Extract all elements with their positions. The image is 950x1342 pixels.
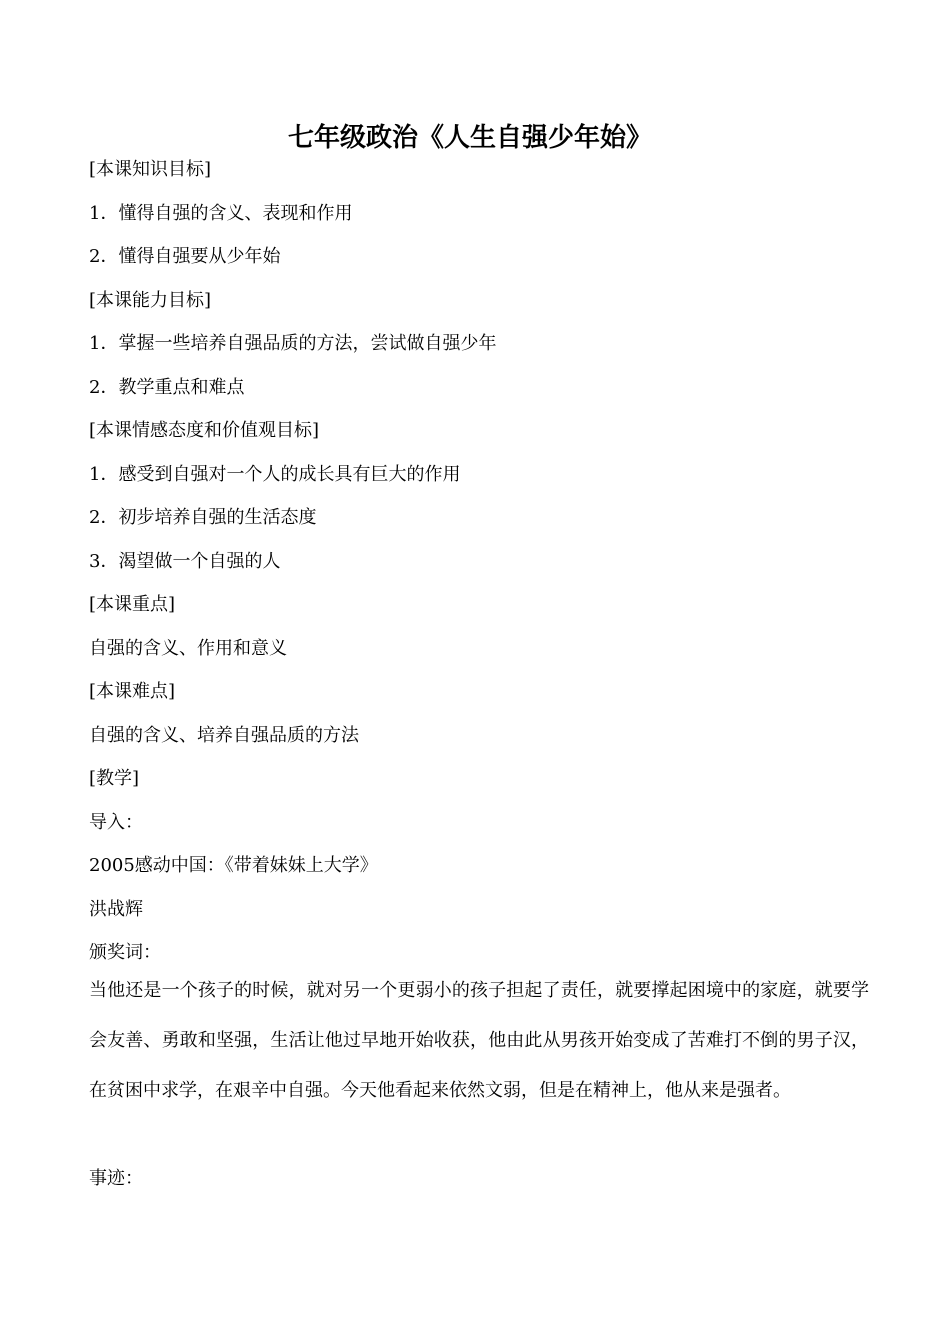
document-title: 七年级政治《人生自强少年始》 bbox=[287, 123, 652, 153]
list-item: 1．感受到自强对一个人的成长具有巨大的作用 bbox=[89, 463, 461, 485]
body-text: 2005感动中国：《带着妹妹上大学》 bbox=[89, 855, 378, 876]
document-body bbox=[89, 148, 869, 975]
section-heading-teaching: [教学] bbox=[89, 768, 140, 789]
list-item: 1．懂得自强的含义、表现和作用 bbox=[89, 202, 353, 224]
section-heading-difficulties: [本课难点] bbox=[89, 681, 176, 702]
body-text: 颁奖词： bbox=[89, 942, 161, 963]
award-paragraph: 当他还是一个孩子的时候，就对另一个更弱小的孩子担起了责任，就要撑起困境中的家庭，就要学会友善、勇敢和坚强，生活让他过早地开始收获，他由此从男孩开始变成了苦难打不倒的男子汉，在贫困中求学，在艰辛中自强。今天他看起来依然文弱，但是在精神上，他从来是强者。 bbox=[89, 980, 869, 1101]
body-text: 自强的含义、作用和意义 bbox=[89, 637, 287, 659]
section-heading-key-points: [本课重点] bbox=[89, 594, 176, 615]
list-item: 2．懂得自强要从少年始 bbox=[89, 246, 281, 267]
list-item: 2．初步培养自强的生活态度 bbox=[89, 507, 317, 528]
section-heading-values-goals: [本课情感态度和价值观目标] bbox=[89, 420, 320, 441]
list-item: 1．掌握一些培养自强品质的方法，尝试做自强少年 bbox=[89, 333, 497, 354]
section-heading-knowledge-goals: [本课知识目标] bbox=[89, 159, 212, 180]
list-item: 3．渴望做一个自强的人 bbox=[89, 550, 281, 572]
body-text: 导入： bbox=[89, 811, 143, 833]
deeds-label: 事迹： bbox=[89, 1168, 143, 1189]
body-text: 洪战辉 bbox=[89, 898, 143, 920]
body-text: 自强的含义、培养自强品质的方法 bbox=[89, 724, 359, 746]
section-heading-ability-goals: [本课能力目标] bbox=[89, 289, 212, 311]
list-item: 2．教学重点和难点 bbox=[89, 376, 245, 398]
